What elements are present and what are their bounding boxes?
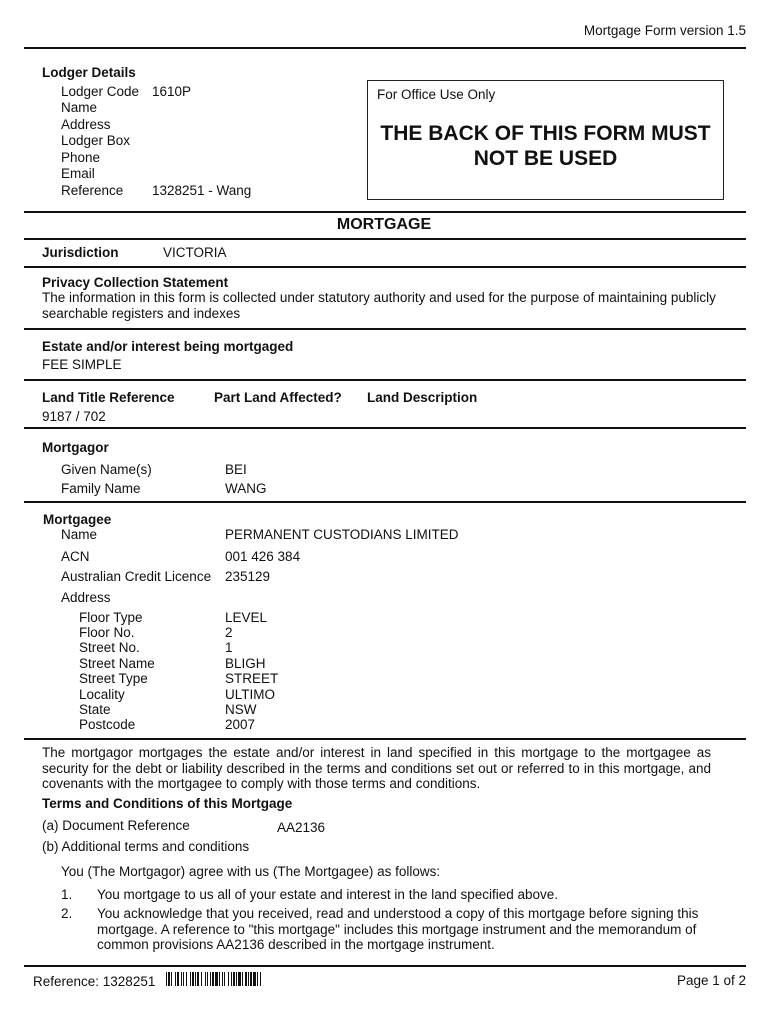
privacy-text: The information in this form is collected under statutory authority and used for the purpose of maintaining publicly searchable registers and indexes	[42, 290, 716, 321]
floor-no-value: 2	[225, 625, 233, 640]
lodger-reference-value: 1328251 - Wang	[152, 183, 252, 198]
estate-value: FEE SIMPLE	[42, 357, 122, 372]
divider	[24, 266, 746, 268]
credit-licence-label: Australian Credit Licence	[61, 569, 212, 584]
divider	[24, 238, 746, 240]
divider	[24, 427, 746, 429]
street-type-label: Street Type	[79, 671, 148, 686]
term-number: 1.	[61, 887, 73, 902]
mortgagor-title: Mortgagor	[42, 440, 109, 455]
mortgagee-name-value: PERMANENT CUSTODIANS LIMITED	[225, 527, 459, 542]
document-reference-value: AA2136	[277, 820, 326, 835]
credit-licence-value: 235129	[225, 569, 271, 584]
term-number: 2.	[61, 906, 73, 921]
term-text: You mortgage to us all of your estate and interest in the land specified above.	[97, 887, 559, 902]
divider	[24, 738, 746, 740]
lodger-box-label: Lodger Box	[61, 133, 131, 148]
office-use-box	[367, 80, 724, 200]
barcode	[166, 972, 262, 986]
family-name-label: Family Name	[61, 481, 141, 496]
mortgagee-name-label: Name	[61, 527, 98, 542]
locality-value: ULTIMO	[225, 687, 275, 702]
floor-type-value: LEVEL	[225, 610, 268, 625]
lodger-email-label: Email	[61, 166, 95, 181]
floor-no-label: Floor No.	[79, 625, 135, 640]
office-use-label: For Office Use Only	[377, 87, 496, 102]
mortgagee-title: Mortgagee	[43, 512, 112, 527]
lodger-title: Lodger Details	[42, 65, 136, 80]
operative-clause: The mortgagor mortgages the estate and/or interest in land specified in this mortgage to the mortgagee as security for the debt or liability described in the terms and conditions set out or referred to in this mortgage, and covenants with the mortgagee to comply with those terms and conditions.	[42, 745, 711, 791]
terms-title: Terms and Conditions of this Mortgage	[42, 796, 293, 811]
form-version: Mortgage Form version 1.5	[583, 23, 746, 38]
privacy-title: Privacy Collection Statement	[42, 275, 229, 290]
land-title-ref-value: 9187 / 702	[42, 409, 106, 424]
street-name-value: BLIGH	[225, 656, 266, 671]
divider	[24, 211, 746, 213]
divider	[24, 47, 746, 49]
part-land-header: Part Land Affected?	[214, 390, 342, 405]
land-title-ref-header: Land Title Reference	[42, 390, 175, 405]
lodger-code-label: Lodger Code	[61, 84, 140, 99]
terms-intro: You (The Mortgagor) agree with us (The Mortgagee) as follows:	[61, 864, 441, 879]
postcode-value: 2007	[225, 717, 256, 732]
given-names-label: Given Name(s)	[61, 462, 152, 477]
street-no-label: Street No.	[79, 640, 140, 655]
family-name-value: WANG	[225, 481, 267, 496]
divider	[24, 379, 746, 381]
address-label: Address	[61, 590, 111, 605]
given-names-value: BEI	[225, 462, 247, 477]
floor-type-label: Floor Type	[79, 610, 143, 625]
lodger-code-value: 1610P	[152, 84, 192, 99]
postcode-label: Postcode	[79, 717, 136, 732]
acn-value: 001 426 384	[225, 549, 301, 564]
divider	[24, 328, 746, 330]
term-text: You acknowledge that you received, read and understood a copy of this mortgage before signing this mortgage. A reference to "this mortgage" includes this mortgage instrument and the memorandum of common provisions AA2136 described in the mortgage instrument.	[97, 906, 699, 952]
lodger-reference-label: Reference	[61, 183, 124, 198]
estate-title: Estate and/or interest being mortgaged	[42, 339, 294, 354]
footer-reference: Reference: 1328251	[33, 974, 156, 989]
office-warning: THE BACK OF THIS FORM MUST NOT BE USED	[380, 122, 711, 170]
locality-label: Locality	[79, 687, 125, 702]
page-number: Page 1 of 2	[676, 973, 746, 988]
street-type-value: STREET	[225, 671, 279, 686]
state-value: NSW	[225, 702, 257, 717]
jurisdiction-label: Jurisdiction	[42, 245, 119, 260]
street-name-label: Street Name	[79, 656, 155, 671]
document-reference-label: (a) Document Reference	[42, 818, 190, 833]
additional-terms-label: (b) Additional terms and conditions	[42, 839, 250, 854]
state-label: State	[79, 702, 111, 717]
form-title: MORTGAGE	[336, 216, 432, 233]
lodger-address-label: Address	[61, 117, 111, 132]
acn-label: ACN	[61, 549, 90, 564]
jurisdiction-value: VICTORIA	[163, 245, 227, 260]
land-description-header: Land Description	[367, 390, 478, 405]
barcode-bar	[261, 972, 262, 986]
lodger-name-label: Name	[61, 100, 98, 115]
street-no-value: 1	[225, 640, 233, 655]
lodger-phone-label: Phone	[61, 150, 101, 165]
divider	[24, 965, 746, 967]
divider	[24, 501, 746, 503]
